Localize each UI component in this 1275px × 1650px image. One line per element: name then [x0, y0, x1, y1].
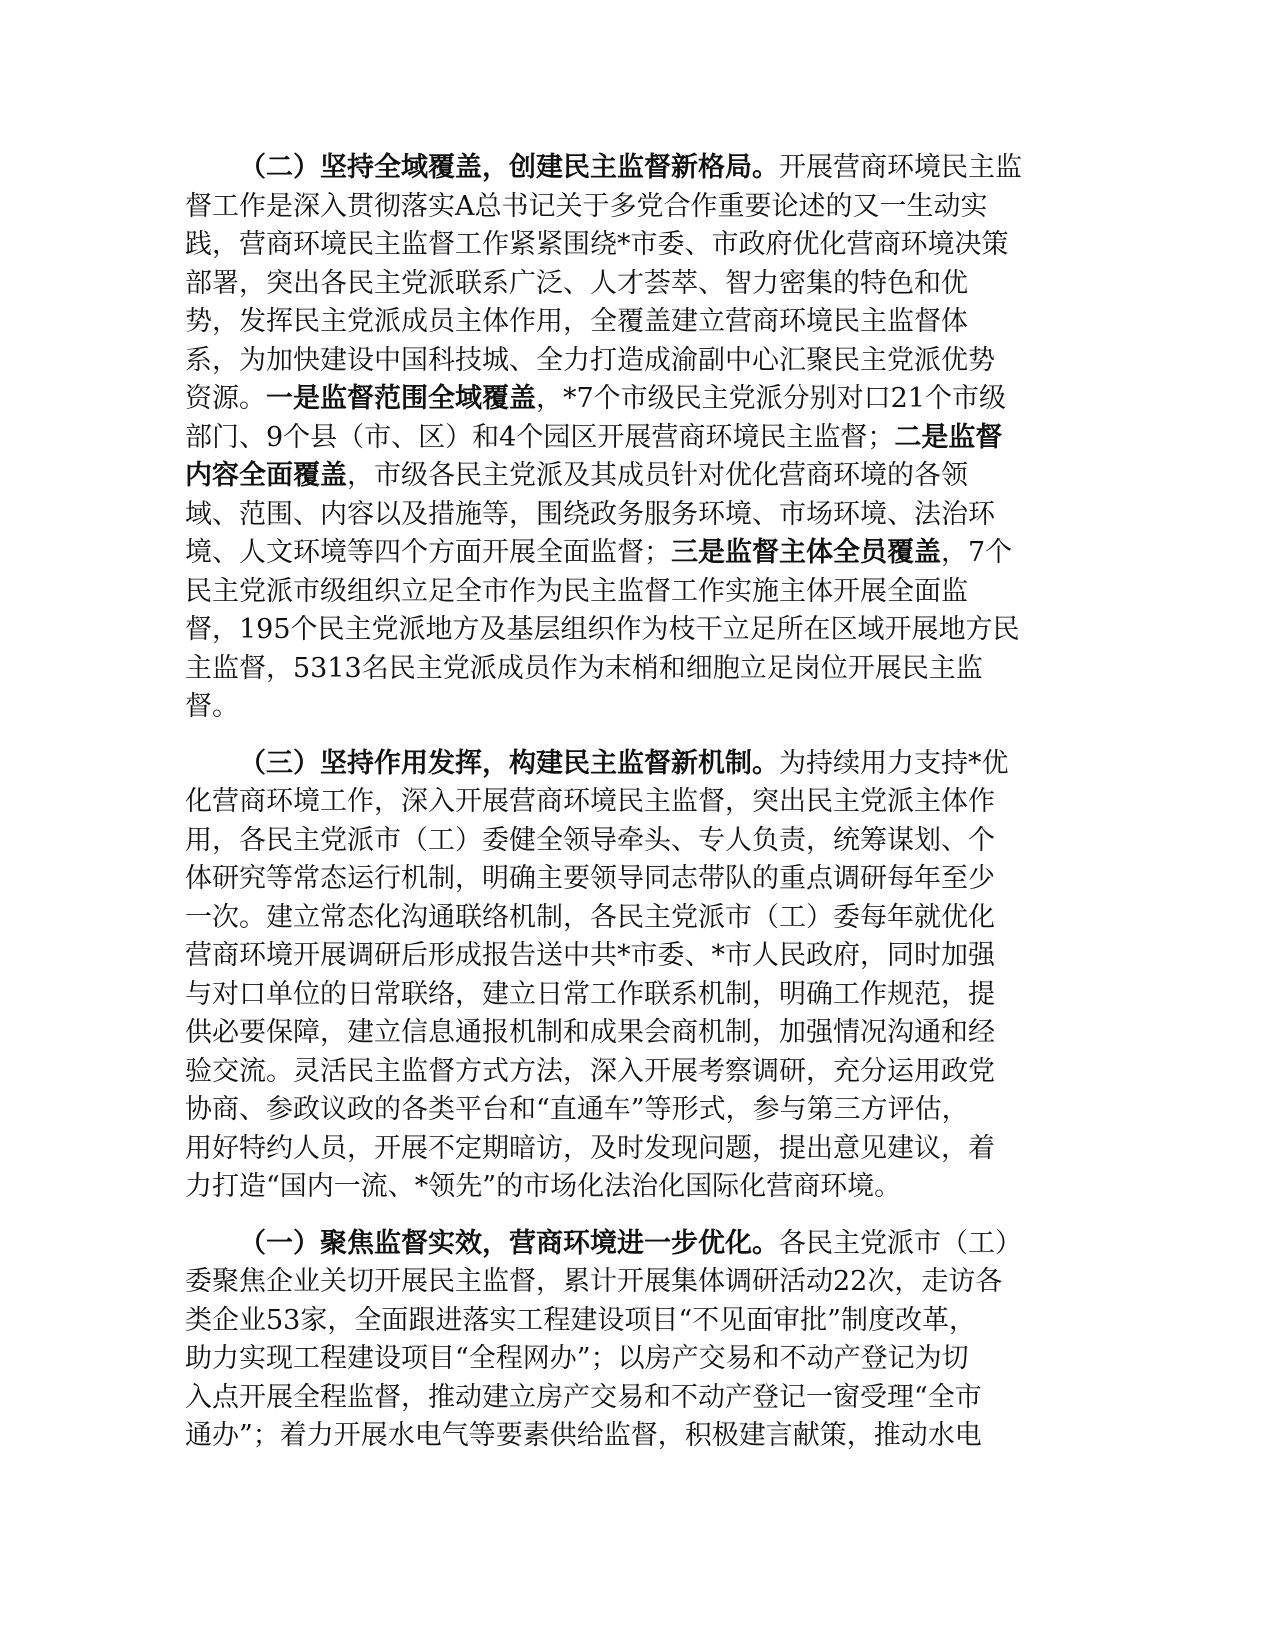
text-run: 系，为加快建设中国科技城、全力打造成渝副中心汇聚民主党派优势 — [185, 344, 995, 376]
text-run: 部署，突出各民主党派联系广泛、人才荟萃、智力密集的特色和优 — [185, 267, 968, 299]
text-run: ，市级各民主党派及其成员针对优化营商环境的各领 — [347, 460, 968, 491]
bold-text-run: （一）聚焦监督实效，营商环境进一步优化。 — [239, 1227, 779, 1259]
text-run: 主监督，5313名民主党派成员作为末梢和细胞立足岗位开展民主监 — [185, 652, 983, 684]
text-line — [185, 419, 1057, 458]
text-run: 体研究等常态运行机制，明确主要领导同志带队的重点调研每年至少 — [185, 863, 995, 894]
text-line — [185, 1014, 1057, 1053]
paragraph-gap — [185, 727, 1057, 745]
text-line — [185, 1130, 1057, 1169]
text-run: 供必要保障，建立信息通报机制和成果会商机制，加强情况沟通和经 — [185, 1017, 995, 1048]
text-run: 践，营商环境民主监督工作紧紧围绕*市委、市政府优化营商环境决策 — [185, 229, 1009, 260]
text-line — [185, 860, 1057, 899]
text-line — [185, 265, 1057, 304]
text-run: 用好特约人员，开展不定期暗访，及时发现问题，提出意见建议，着 — [185, 1132, 995, 1164]
text-run: 力打造“国内一流、*领先”的市场化法治化国际化营商环境。 — [185, 1171, 902, 1202]
text-run: 化营商环境工作，深入开展营商环境民主监督，突出民主党派主体作 — [185, 786, 995, 817]
bold-text-run: 一是监督范围全域覆盖 — [266, 383, 536, 414]
text-line — [185, 457, 1057, 496]
text-run: 势，发挥民主党派成员主体作用，全覆盖建立营商环境民主监督体 — [185, 306, 968, 337]
text-run: 部门、9个县（市、区）和4个园区开展营商环境民主监督； — [185, 421, 895, 453]
bold-text-run: 三是监督主体全员覆盖 — [671, 537, 941, 568]
text-line — [185, 745, 1057, 784]
text-run: 督工作是深入贯彻落实A总书记关于多党合作重要论述的又一生动实 — [185, 190, 988, 222]
text-run: 与对口单位的日常联络，建立日常工作联系机制，明确工作规范，提 — [185, 978, 995, 1010]
text-line — [185, 1168, 1057, 1207]
text-line — [185, 611, 1057, 650]
text-run: 委聚焦企业关切开展民主监督，累计开展集体调研活动22次，走访各 — [185, 1266, 1003, 1297]
text-run: 助力实现工程建设项目“全程网办”；以房产交易和不动产登记为切 — [185, 1343, 969, 1374]
text-line — [185, 937, 1057, 976]
text-line — [185, 976, 1057, 1015]
bold-text-run: （三）坚持作用发挥，构建民主监督新机制。 — [239, 747, 779, 779]
paragraph-p1 — [185, 149, 1057, 727]
text-line — [185, 899, 1057, 938]
text-run: 域、范围、内容以及措施等，围绕政务服务环境、市场环境、法治环 — [185, 498, 995, 530]
text-run: 境、人文环境等四个方面开展全面监督； — [185, 537, 671, 568]
text-run: 类企业53家，全面跟进落实工程建设项目“不见面审批”制度改革， — [185, 1304, 976, 1336]
text-line — [185, 783, 1057, 822]
text-line — [185, 1091, 1057, 1130]
text-line — [185, 1302, 1057, 1341]
text-run: 资源。 — [185, 383, 266, 414]
text-line — [185, 534, 1057, 573]
text-line — [185, 573, 1057, 612]
text-run: ，7个 — [941, 537, 1013, 568]
text-run: 督，195个民主党派地方及基层组织作为枝干立足所在区域开展地方民 — [185, 614, 1020, 645]
text-run: 一次。建立常态化沟通联络机制，各民主党派市（工）委每年就优化 — [185, 901, 995, 933]
bold-text-run: 内容全面覆盖 — [185, 460, 347, 491]
text-line — [185, 149, 1057, 188]
text-run: 民主党派市级组织立足全市作为民主监督工作实施主体开展全面监 — [185, 575, 968, 607]
text-line — [185, 188, 1057, 227]
bold-text-run: （二）坚持全域覆盖，创建民主监督新格局。 — [239, 152, 779, 183]
text-line — [185, 380, 1057, 419]
text-run: 为持续用力支持*优 — [779, 747, 1009, 779]
paragraph-p3 — [185, 1225, 1057, 1456]
paragraph-gap — [185, 1207, 1057, 1225]
bold-text-run: 二是监督 — [894, 421, 1003, 453]
text-line — [185, 688, 1057, 727]
text-line — [185, 342, 1057, 381]
text-run: 入点开展全程监督，推动建立房产交易和不动产登记一窗受理“全市 — [185, 1381, 982, 1413]
text-line — [185, 496, 1057, 535]
text-line — [185, 1225, 1057, 1264]
text-line — [185, 1417, 1057, 1456]
text-run: 协商、参政议政的各类平台和“直通车”等形式，参与第三方评估， — [185, 1094, 969, 1125]
text-line — [185, 822, 1057, 861]
text-run: 督。 — [185, 691, 239, 722]
text-line — [185, 1379, 1057, 1418]
text-line — [185, 1053, 1057, 1092]
text-run: 通办”；着力开展水电气等要素供给监督，积极建言献策，推动水电 — [185, 1420, 982, 1451]
text-run: 用，各民主党派市（工）委健全领导牵头、专人负责，统筹谋划、个 — [185, 824, 995, 856]
text-line — [185, 650, 1057, 689]
text-line — [185, 303, 1057, 342]
text-run: 各民主党派市（工） — [779, 1227, 1022, 1259]
document-body — [185, 149, 1057, 1456]
paragraph-p2 — [185, 745, 1057, 1207]
text-line — [185, 226, 1057, 265]
text-run: 验交流。灵活民主监督方式方法，深入开展考察调研，充分运用政党 — [185, 1055, 995, 1087]
text-run: 开展营商环境民主监 — [779, 152, 1022, 183]
text-run: ，*7个市级民主党派分别对口21个市级 — [536, 383, 1007, 414]
text-line — [185, 1340, 1057, 1379]
text-line — [185, 1263, 1057, 1302]
text-run: 营商环境开展调研后形成报告送中共*市委、*市人民政府，同时加强 — [185, 940, 995, 971]
